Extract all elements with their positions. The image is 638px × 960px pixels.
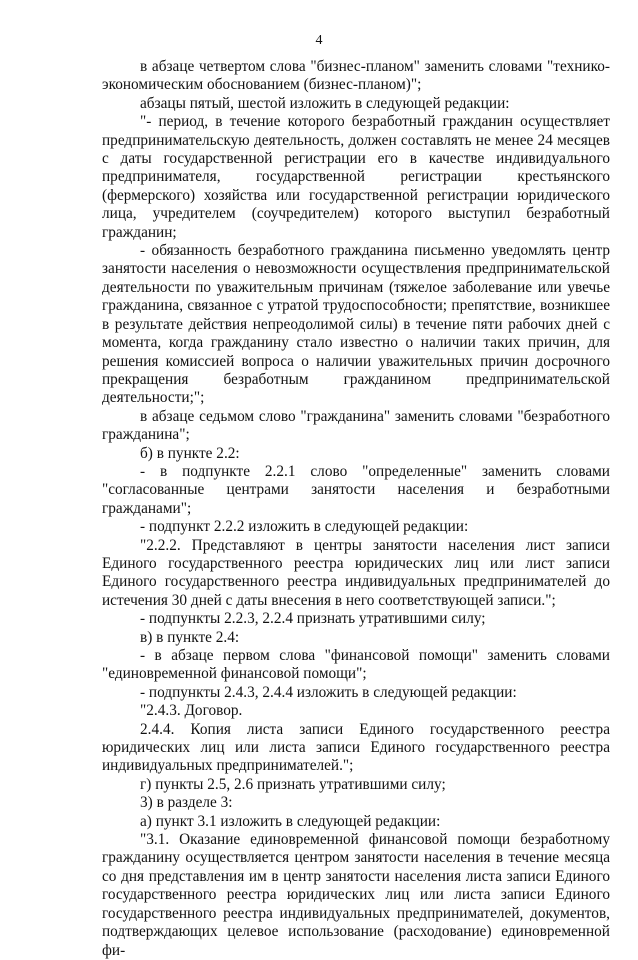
paragraph: - в абзаце первом слова "финансовой помощи" заменить словами "единовременной финансовой помощи"; [102, 647, 610, 683]
paragraph: в абзаце седьмом слово "гражданина" заменить словами "безработного гражданина"; [102, 407, 610, 444]
paragraph: - подпункты 2.2.3, 2.2.4 признать утратившими силу; [140, 610, 486, 628]
page-number: 4 [315, 33, 323, 48]
paragraph: "2.2.2. Представляют в центры занятости населения лист записи Единого государственного реестра юридических лиц или лист записи Единого государственного реестра индивидуальных предпринимателей до истечения 30 дней с даты внесения в него соответствующей записи."; [102, 536, 610, 609]
paragraph: - обязанность безработного гражданина письменно уведомлять центр занятости населения о невозможности осуществления предпринимательской деятельности по уважительным причинам (тяжелое заболевание или увечье гражданина, связанное с утратой трудоспособности; препятствие, возникшее в результате действия непреодолимой силы) в течение пяти рабочих дней с момента, когда гражданину стало известно о наличии таких причин, для решения комиссией вопроса о наличии уважительных причин досрочного прекращения безработным гражданином предпринимательской деятельности;"; [102, 242, 610, 407]
paragraph: "- период, в течение которого безработный гражданин осуществляет предпринимательскую деятельность, должен составлять не менее 24 месяцев с даты государственной регистрации его в качестве индивидуального предпринимателя, государственной регистрации крестьянского (фермерского) хозяйства или государственной регистрации юридического лица, учредителем (соучредителем) которого выступил безработный гражданин; [102, 113, 610, 241]
paragraph: - в подпункте 2.2.1 слово "определенные" заменить словами "согласованные центрами занятости населения и безработными гражданами"; [102, 462, 610, 517]
paragraph: б) в пункте 2.2: [140, 444, 240, 462]
paragraph: в) в пункте 2.4: [140, 628, 240, 646]
paragraph: г) пункты 2.5, 2.6 признать утратившими силу; [140, 775, 446, 793]
paragraph: абзацы пятый, шестой изложить в следующей редакции: [140, 94, 510, 112]
paragraph: в абзаце четвертом слова "бизнес-планом" заменить словами "технико-экономическим обоснованием (бизнес-планом)"; [102, 58, 610, 94]
document-body [102, 58, 610, 960]
paragraph: а) пункт 3.1 изложить в следующей редакции: [140, 812, 441, 830]
paragraph: "3.1. Оказание единовременной финансовой помощи безработному гражданину осуществляется центром занятости населения в течение месяца со дня представления им в центр занятости населения листа записи Единого государственного реестра юридических лиц или листа записи Единого государственного реестра индивидуальных предпринимателей, документов, подтверждающих целевое использование (расходование) единовременной фи- [102, 831, 610, 959]
paragraph: - подпункты 2.4.3, 2.4.4 изложить в следующей редакции: [140, 683, 517, 701]
paragraph: - подпункт 2.2.2 изложить в следующей редакции: [140, 518, 469, 536]
paragraph: 3) в разделе 3: [140, 794, 233, 812]
paragraph: "2.4.3. Договор. [140, 702, 243, 720]
paragraph: 2.4.4. Копия листа записи Единого государственного реестра юридических лиц или листа записи Единого государственного реестра индивидуальных предпринимателей."; [102, 720, 610, 775]
